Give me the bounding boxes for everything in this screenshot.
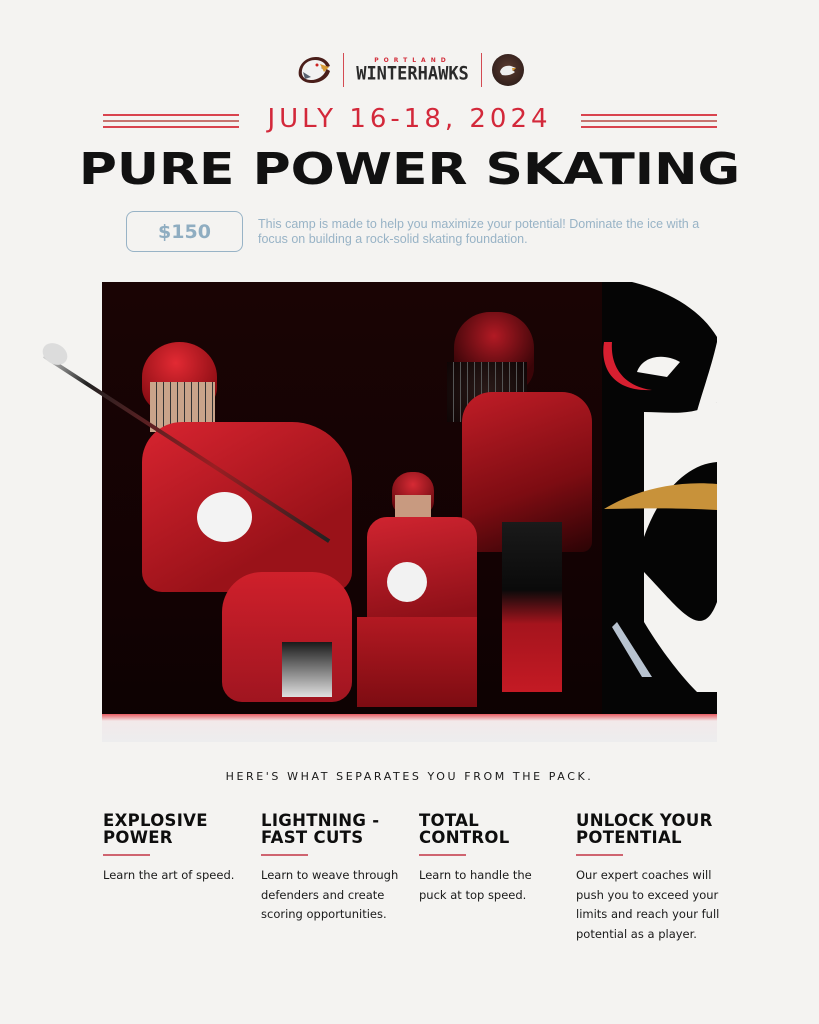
feature-unlock-your-potential (576, 812, 726, 944)
feature-lightning-fast-cuts (261, 812, 406, 925)
feature-title: LIGHTNING - FAST CUTS (261, 811, 380, 847)
event-date: JULY 16-18, 2024 (267, 104, 552, 134)
feature-title: EXPLOSIVE POWER (103, 811, 208, 847)
price-badge: $150 (126, 211, 243, 252)
brand-top: PORTLAND (374, 56, 451, 64)
feature-rule (419, 854, 466, 856)
hawk-logo-graphic-icon (592, 282, 717, 716)
winterhawks-hawk-head-icon (295, 54, 333, 86)
ice-surface (102, 714, 717, 742)
feature-rule (103, 854, 150, 856)
feature-title: UNLOCK YOUR POTENTIAL (576, 811, 713, 847)
event-description: This camp is made to help you maximize your potential! Dominate the ice with a focus on building a rock-solid skating foundation. (258, 217, 700, 246)
divider (343, 53, 344, 87)
winterhawks-wordmark (354, 58, 471, 83)
feature-title: TOTAL CONTROL (419, 811, 510, 847)
hero-image (102, 282, 717, 742)
feature-rule (261, 854, 308, 856)
feature-text: Our expert coaches will push you to exceed your limits and reach your full potential as a player. (576, 868, 720, 941)
feature-text: Learn to weave through defenders and create scoring opportunities. (261, 868, 399, 921)
stick-blade (39, 339, 72, 369)
player-front-left (142, 342, 382, 722)
feature-text: Learn the art of speed. (103, 868, 235, 882)
winterhawks-puck-logo-icon (492, 54, 524, 86)
event-title: PURE POWER SKATING (78, 144, 741, 195)
feature-rule (576, 854, 623, 856)
feature-explosive-power (103, 812, 253, 886)
tagline: HERE'S WHAT SEPARATES YOU FROM THE PACK. (225, 770, 594, 783)
brand-header (0, 50, 819, 90)
feature-text: Learn to handle the puck at top speed. (419, 868, 532, 902)
brand-main: WINTERHAWKS (356, 62, 469, 85)
divider (481, 53, 482, 87)
feature-total-control (419, 812, 559, 905)
